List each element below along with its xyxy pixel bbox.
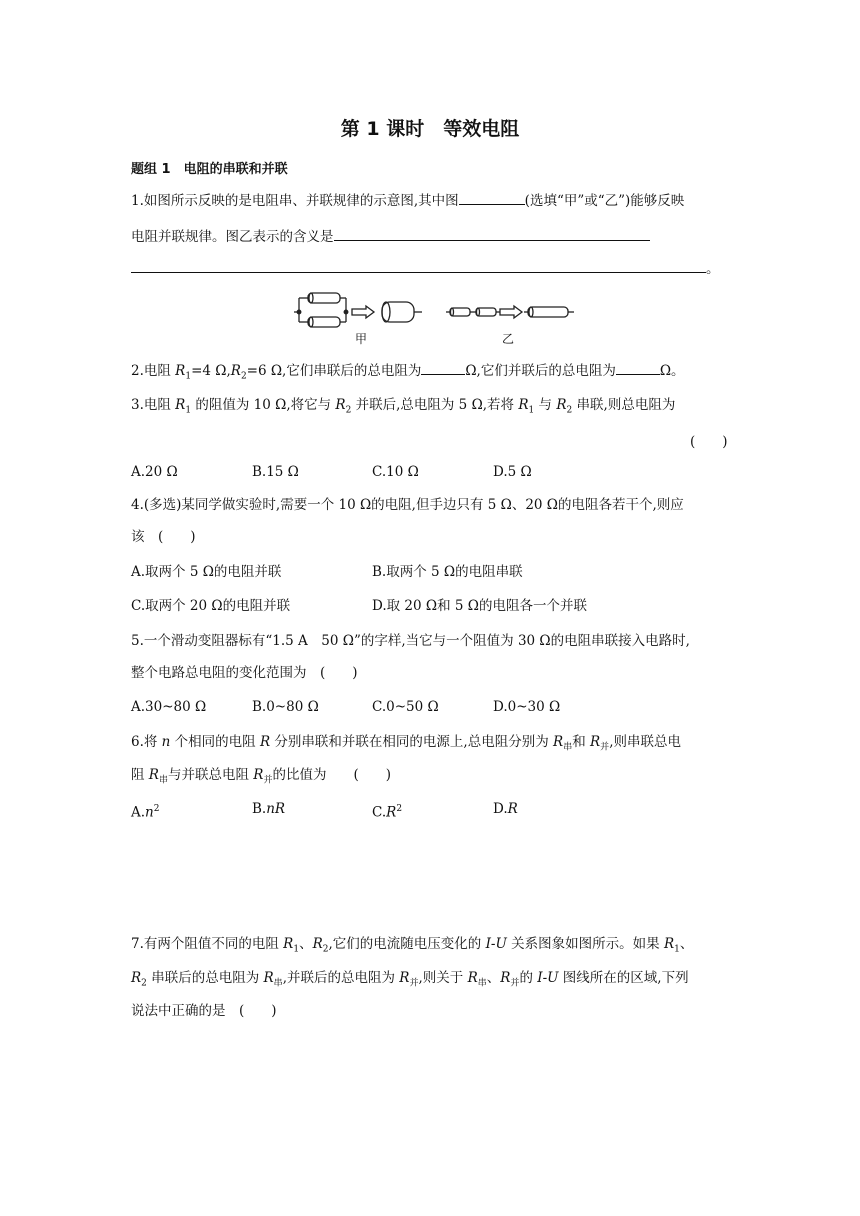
q6-var: R [148, 767, 159, 783]
q7-text: 、 [486, 970, 501, 986]
resistor-diagram [290, 288, 580, 340]
q6-option-c[interactable] [372, 799, 402, 823]
question-1-line-1 [131, 190, 684, 211]
q7-sub: 1 [293, 944, 300, 955]
q5-option-d[interactable]: D.0~30 Ω [493, 699, 561, 715]
q7-var: I-U [485, 936, 507, 952]
q5-option-b[interactable]: B.0~80 Ω [252, 699, 319, 715]
q1-text-a: 1.如图所示反映的是电阻串、并联规律的示意图,其中图 [131, 193, 459, 209]
q6-opt-label: A. [131, 804, 146, 821]
q6-sub: 串 [158, 775, 168, 786]
q3-option-d[interactable]: D.5 Ω [493, 464, 532, 480]
q7-sub: 2 [322, 944, 329, 955]
figure-label-yi: 乙 [502, 332, 515, 346]
q7-text: 关系图象如图所示。如果 [506, 936, 664, 952]
q4-option-d[interactable]: D.取 20 Ω和 5 Ω的电阻各一个并联 [372, 598, 587, 614]
question-7-line-1 [131, 934, 693, 960]
q3-answer-paren[interactable]: ( ) [690, 434, 728, 450]
q6-text: 的比值为 ( ) [272, 767, 392, 783]
q3-text: 3.电阻 [131, 397, 176, 413]
q6-text: 分别串联和并联在相同的电源上,总电阻分别为 [270, 734, 554, 750]
q3-var: R [335, 397, 346, 413]
q2-text: =6 Ω,它们串联后的总电阻为 [246, 363, 422, 379]
q2-var: R [175, 363, 186, 379]
q6-text: 和 [572, 734, 590, 750]
q7-var: R [263, 970, 274, 986]
question-2 [131, 360, 685, 387]
q6-opt-var: R [386, 804, 397, 821]
q3-text: 并联后,总电阻为 5 Ω,若将 [351, 397, 519, 413]
q6-text: 阻 [131, 767, 149, 783]
q6-option-a[interactable] [131, 799, 159, 823]
q7-var: R [283, 936, 294, 952]
q6-sub: 并 [600, 742, 610, 753]
q6-opt-var: nR [266, 801, 286, 817]
q6-opt-sup: 2 [396, 804, 403, 814]
q3-sub: 1 [528, 405, 535, 416]
q4-option-c[interactable]: C.取两个 20 Ω的电阻并联 [131, 598, 291, 614]
q5-option-c[interactable]: C.0~50 Ω [372, 699, 439, 715]
question-7-line-2 [131, 968, 689, 994]
q6-var: R [590, 734, 601, 750]
question-6-line-1 [131, 732, 681, 758]
q7-text: ,并联后的总电阻为 [282, 970, 400, 986]
q7-text: 、 [679, 936, 694, 952]
q3-text: 的阻值为 10 Ω,将它与 [191, 397, 336, 413]
question-5-line-1: 5.一个滑动变阻器标有“1.5 A 50 Ω”的字样,当它与一个阻值为 30 Ω的电阻串联接入电路时, [131, 633, 690, 649]
q3-option-b[interactable]: B.15 Ω [252, 464, 299, 480]
q7-var: I-U [537, 970, 559, 986]
q7-var: R [399, 970, 410, 986]
q3-var: R [175, 397, 186, 413]
q5-option-a[interactable]: A.30~80 Ω [131, 699, 207, 715]
q7-sub: 2 [141, 978, 147, 989]
q4-option-b[interactable]: B.取两个 5 Ω的电阻串联 [372, 564, 523, 580]
q6-var: R [259, 734, 271, 750]
q6-opt-var: n [145, 804, 154, 821]
q6-text: ,则串联总电 [609, 734, 681, 750]
q7-text: 的 [519, 970, 538, 986]
question-7-line-3: 说法中正确的是 ( ) [131, 1003, 277, 1019]
q7-text: ,它们的电流随电压变化的 [328, 936, 486, 952]
q1-text-b: (选填“甲”或“乙”)能够反映 [524, 193, 685, 209]
q6-opt-sup: 2 [153, 804, 160, 814]
q7-text: 、 [299, 936, 313, 952]
q3-text: 与 [534, 397, 557, 413]
q2-blank-1[interactable] [421, 360, 465, 375]
q2-var: R [230, 363, 241, 379]
q6-var: R [253, 767, 264, 783]
q1-blank-3[interactable] [131, 258, 706, 273]
question-1-line-3 [131, 258, 720, 279]
q3-var: R [556, 397, 567, 413]
question-6-line-2 [131, 765, 391, 791]
q2-text: Ω。 [659, 363, 685, 379]
q3-sub: 2 [566, 405, 573, 416]
q6-sub: 串 [563, 742, 573, 753]
question-4-line-2: 该 ( ) [131, 529, 196, 545]
q6-text: 与并联总电阻 [167, 767, 254, 783]
q7-text: 7.有两个阻值不同的电阻 [131, 936, 284, 952]
q3-sub: 2 [345, 405, 352, 416]
q2-text: 2.电阻 [131, 363, 176, 379]
q7-sub: 并 [510, 978, 520, 989]
q7-var: R [312, 936, 323, 952]
question-3 [131, 395, 675, 421]
q7-var: R [500, 970, 511, 986]
q2-blank-2[interactable] [616, 360, 660, 375]
q6-opt-label: B. [252, 801, 267, 817]
q6-var: R [553, 734, 564, 750]
q6-sub: 并 [263, 775, 273, 786]
figure-label-jia: 甲 [355, 332, 368, 346]
q2-sub: 2 [240, 371, 247, 382]
q4-option-a[interactable]: A.取两个 5 Ω的电阻并联 [131, 564, 282, 580]
q3-var: R [518, 397, 529, 413]
q7-text: 串联后的总电阻为 [146, 970, 264, 986]
q3-option-a[interactable]: A.20 Ω [131, 464, 178, 480]
q3-sub: 1 [185, 405, 192, 416]
page-title: 第 1 课时 等效电阻 [340, 118, 520, 140]
question-5-line-2: 整个电路总电阻的变化范围为 ( ) [131, 665, 358, 681]
q7-sub: 并 [409, 978, 419, 989]
section-heading: 题组 1 电阻的串联和并联 [131, 162, 288, 177]
q2-sub: 1 [185, 371, 192, 382]
q7-text: ,则关于 [418, 970, 468, 986]
q7-var: R [663, 936, 675, 952]
q1-text-c: 电阻并联规律。图乙表示的含义是 [131, 229, 334, 245]
question-4-line-1: 4.(多选)某同学做实验时,需要一个 10 Ω的电阻,但手边只有 5 Ω、20 Ω的电阻各若干个,则应 [131, 497, 684, 513]
q6-text: 6.将 [131, 734, 162, 750]
q7-var: R [467, 970, 478, 986]
q1-blank-2[interactable] [334, 226, 650, 241]
q7-sub: 串 [273, 978, 283, 989]
q2-text: =4 Ω, [191, 363, 231, 379]
q6-opt-var: R [507, 801, 518, 817]
q6-var: n [161, 734, 171, 750]
q2-text: Ω,它们并联后的总电阻为 [465, 363, 616, 379]
q6-option-d[interactable] [493, 799, 518, 819]
q6-opt-label: C. [372, 804, 387, 821]
q1-blank-1[interactable] [459, 190, 525, 205]
q6-opt-label: D. [493, 801, 508, 817]
q6-option-b[interactable] [252, 799, 285, 819]
q7-var: R [131, 970, 142, 986]
q7-text: 图线所在的区域,下列 [558, 970, 689, 986]
question-1-line-2 [131, 226, 650, 247]
q1-text-end: 。 [706, 261, 720, 277]
q7-sub: 1 [674, 944, 680, 955]
q7-sub: 串 [477, 978, 487, 989]
q6-text: 个相同的电阻 [170, 734, 260, 750]
q3-option-c[interactable]: C.10 Ω [372, 464, 419, 480]
q3-text: 串联,则总电阻为 [572, 397, 676, 413]
